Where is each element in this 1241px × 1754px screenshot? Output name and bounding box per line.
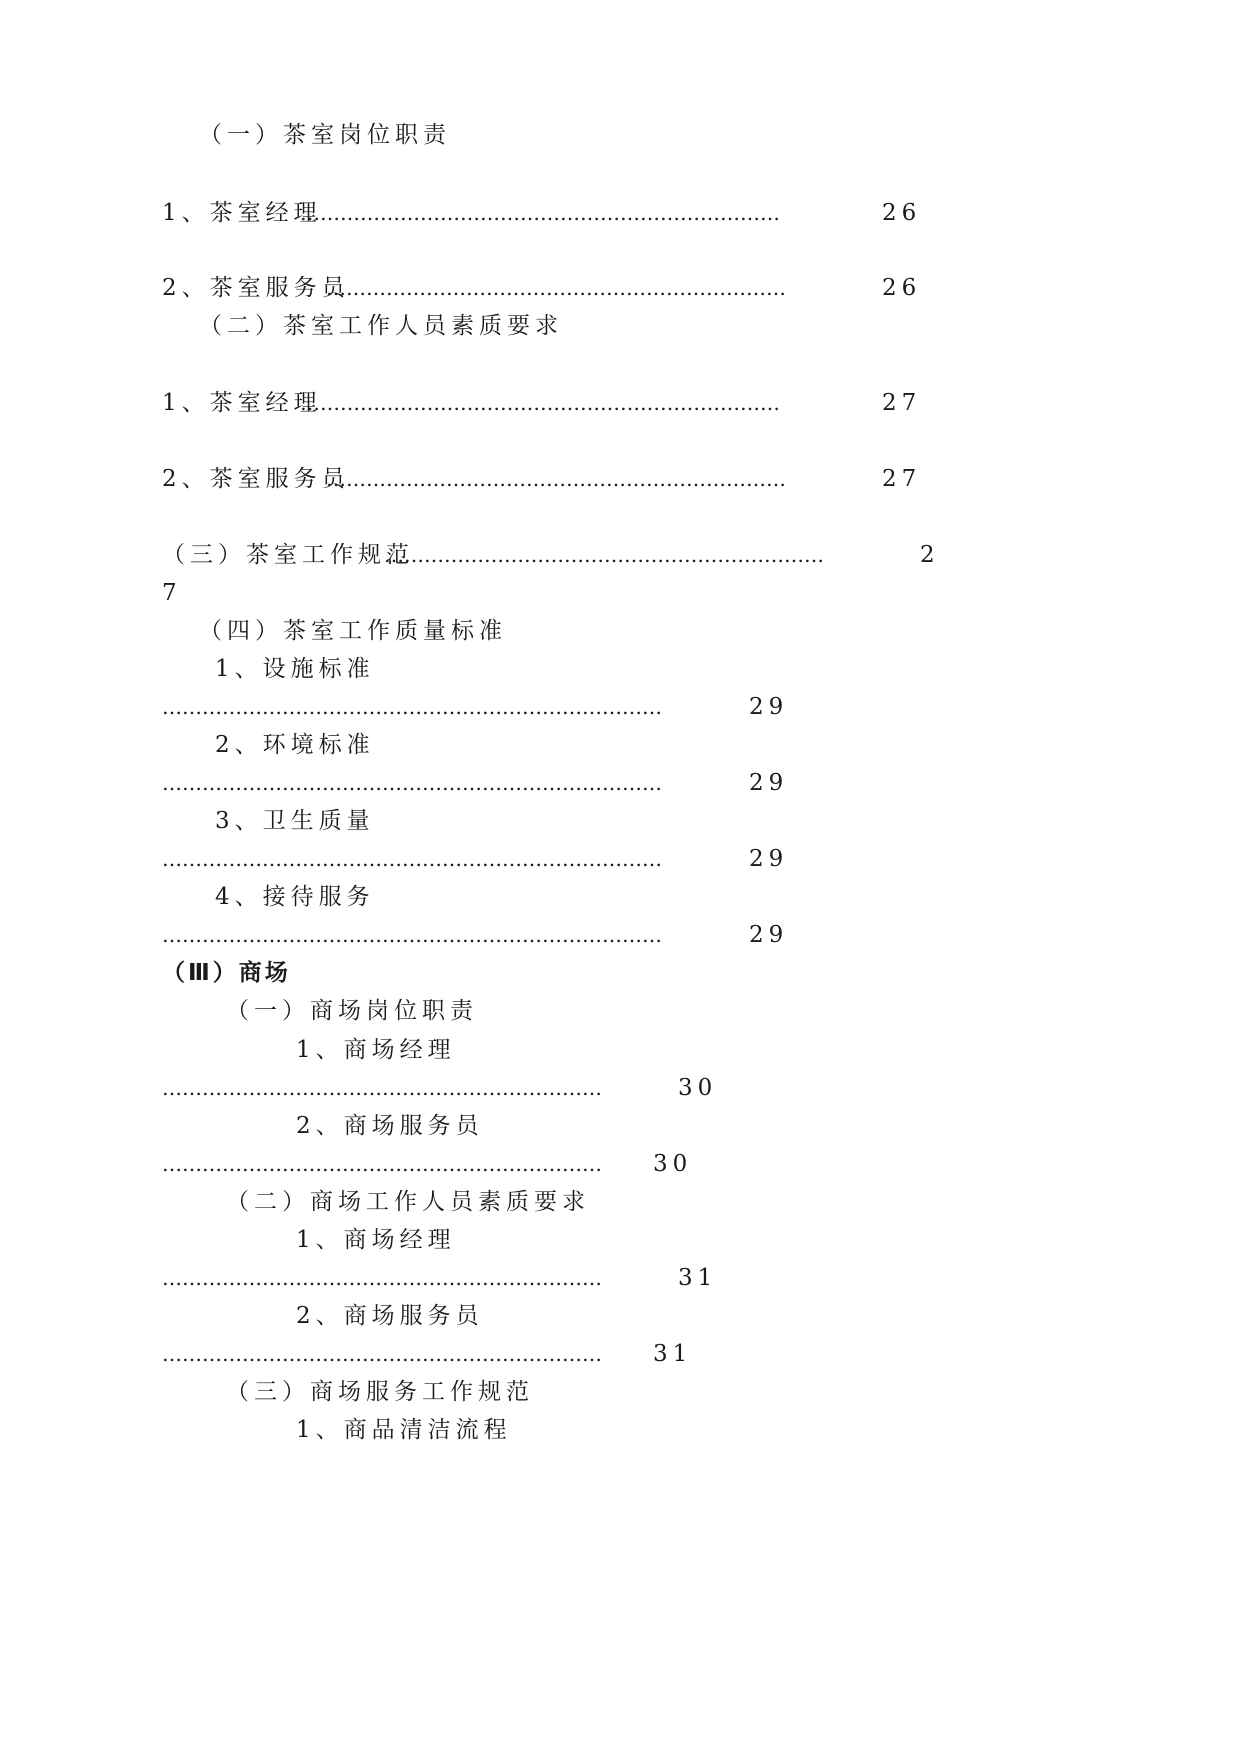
page-number: 2	[920, 542, 940, 568]
page-number: 29	[749, 694, 789, 720]
toc-heading-tea-duties: （一）茶室岗位职责	[199, 122, 451, 148]
leader-dots: ………………………………………………………………	[300, 391, 780, 415]
toc-entry-mall-attendant: 2、商场服务员	[296, 1113, 484, 1139]
toc-entry-environment-std: 2、环境标准	[215, 732, 375, 758]
page-number: 26	[882, 200, 922, 226]
toc-entry-tea-attendant: 2、茶室服务员	[162, 466, 350, 492]
toc-section-mall: （Ⅲ）商场	[162, 960, 291, 986]
toc-entry-mall-manager: 1、商场经理	[296, 1037, 456, 1063]
toc-entry-hygiene-quality: 3、卫生质量	[215, 808, 375, 834]
toc-entry-goods-cleaning: 1、商品清洁流程	[296, 1417, 512, 1443]
page-number: 31	[678, 1265, 718, 1291]
toc-heading-mall-service-norms: （三）商场服务工作规范	[226, 1379, 534, 1405]
leader-dots: …………………………………………………………	[162, 1266, 602, 1290]
leader-dots: …………………………………………………………	[162, 1342, 602, 1366]
page-number: 27	[882, 466, 922, 492]
page-number: 27	[882, 390, 922, 416]
toc-entry-mall-manager: 1、商场经理	[296, 1227, 456, 1253]
toc-entry-facility-std: 1、设施标准	[215, 656, 375, 682]
toc-entry-tea-manager: 1、茶室经理	[162, 390, 322, 416]
leader-dots: …………………………………………………………………	[162, 923, 662, 947]
toc-heading-mall-duties: （一）商场岗位职责	[226, 998, 478, 1024]
leader-dots: …………………………………………………………………	[162, 695, 662, 719]
page-number-wrap: 7	[162, 580, 182, 606]
page-number: 29	[749, 922, 789, 948]
toc-heading-mall-quality-req: （二）商场工作人员素质要求	[226, 1189, 590, 1215]
toc-heading-tea-quality-std: （四）茶室工作质量标准	[199, 618, 507, 644]
leader-dots: ……………………………………………………………	[326, 467, 786, 491]
page-number: 31	[653, 1341, 693, 1367]
toc-entry-reception-service: 4、接待服务	[215, 884, 375, 910]
page-number: 30	[678, 1075, 718, 1101]
leader-dots: …………………………………………………………	[384, 543, 824, 567]
toc-entry-tea-manager: 1、茶室经理	[162, 200, 322, 226]
leader-dots: …………………………………………………………	[162, 1076, 602, 1100]
toc-entry-tea-attendant: 2、茶室服务员	[162, 275, 350, 301]
leader-dots: …………………………………………………………	[162, 1152, 602, 1176]
toc-heading-tea-quality-req: （二）茶室工作人员素质要求	[199, 313, 563, 339]
page-number: 30	[653, 1151, 693, 1177]
leader-dots: ……………………………………………………………	[326, 276, 786, 300]
leader-dots: ………………………………………………………………	[300, 201, 780, 225]
leader-dots: …………………………………………………………………	[162, 847, 662, 871]
toc-entry-tea-work-norms: （三）茶室工作规范	[162, 542, 414, 568]
page-number: 26	[882, 275, 922, 301]
toc-entry-mall-attendant: 2、商场服务员	[296, 1303, 484, 1329]
leader-dots: …………………………………………………………………	[162, 771, 662, 795]
page-number: 29	[749, 770, 789, 796]
page-number: 29	[749, 846, 789, 872]
